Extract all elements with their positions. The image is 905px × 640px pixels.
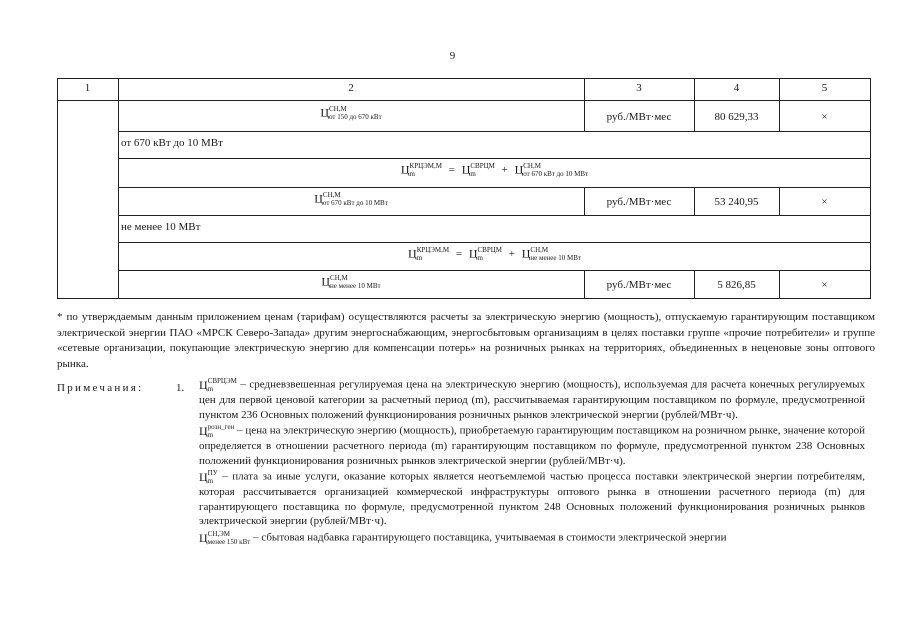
header-col-3: 3 [636, 82, 642, 94]
row2-value: 53 240,95 [714, 196, 759, 208]
notes-body [199, 377, 865, 546]
header-col-5: 5 [821, 82, 828, 94]
note-p1: Ц СВРЦЭМ m – средневзвешенная регулируемая цена на электрическую энергию (мощность), используемая для расчета конечных регулируемых цен для первой ценовой категории за расчетный период (m), рассчитываемая гарантирующим поставщиком по формуле, предусмотренной пунктом 236 Основных положений функционирования розничных рынков электрической энергии (рублей/МВт·ч). [199, 377, 865, 421]
row2-unit: руб./МВт·мес [606, 196, 672, 208]
note-p3: Ц ПУ m – плата за иные услуги, оказание которых является неотъемлемой частью процесса поставки электрической энергии потребителям, которая рассчитывается организацией коммерческой инфраструктуры оптового рынка в отношении расчетного периода (m) для гарантирующего поставщика по формуле, предусмотренной пунктом 248 Основных положений функционирования розничных рынков электрической энергии (рублей/МВт·ч). [199, 469, 865, 527]
note-p2: Ц розн_ген m – цена на электрическую энергию (мощность), приобретаемую гарантирующим поставщиком на розничном рынке, значение которой определяется в отношении расчетного периода (m) гарантирующим поставщиком по формуле, предусмотренной пунктом 238 Основных положений функционирования розничных рынков электрической энергии (рублей/МВт·ч). [199, 423, 865, 467]
page-number: 9 [449, 50, 456, 62]
row3-unit: руб./МВт·мес [606, 279, 672, 291]
note-p4: Ц СН,ЭМ менее 150 кВт – сбытовая надбавка гарантирующего поставщика, учитываемая в стоимости электрической энергии [199, 529, 727, 546]
row1-unit: руб./МВт·мес [606, 111, 672, 123]
row1-value: 80 629,33 [714, 111, 759, 123]
row1-formula: Ц СН,М от 150 до 670 кВт [320, 105, 382, 121]
tariff-table [57, 78, 871, 299]
section-label-670kw-10mw: от 670 кВт до 10 МВт [121, 137, 223, 149]
footnote: * по утверждаемым данным приложением ценам (тарифам) осуществляются расчеты за электрическую энергию (мощность), отпускаемую гарантирующим поставщиком электрической энергии ПАО «МРСК Северо-Запада» другим энергоснабжающим, энергосбытовым организациям в целях поставки группе «прочие потребители» и группе «сетевые организации, покупающие электрическую энергию для компенсации потерь» на розничных рынках на территориях, объединенных в неценовые зоны оптового рынка. [57, 311, 875, 370]
notes-label: Примечания: [57, 382, 144, 394]
formula-10mw: Ц КРЦЭМ,М m = Ц СВРЦМ m + Ц СН,М не менее 10 МВт [408, 246, 581, 262]
header-col-4: 4 [733, 82, 740, 94]
header-col-2: 2 [348, 82, 354, 94]
row3-formula: Ц СН,М не менее 10 МВт [321, 274, 381, 290]
formula-670kw-10mw: Ц КРЦЭМ,М m = Ц СВРЦМ m + Ц СН,М от 670 кВт до 10 МВт [400, 162, 589, 178]
row2-formula: Ц СН,М от 670 кВт до 10 МВт [314, 191, 388, 207]
row2-mark: × [821, 196, 828, 208]
notes-number: 1. [176, 382, 185, 394]
row3-mark: × [821, 279, 828, 291]
row3-value: 5 826,85 [717, 279, 756, 291]
row1-mark: × [821, 111, 828, 123]
section-label-10mw: не менее 10 МВт [121, 221, 201, 233]
header-col-1: 1 [84, 82, 91, 94]
